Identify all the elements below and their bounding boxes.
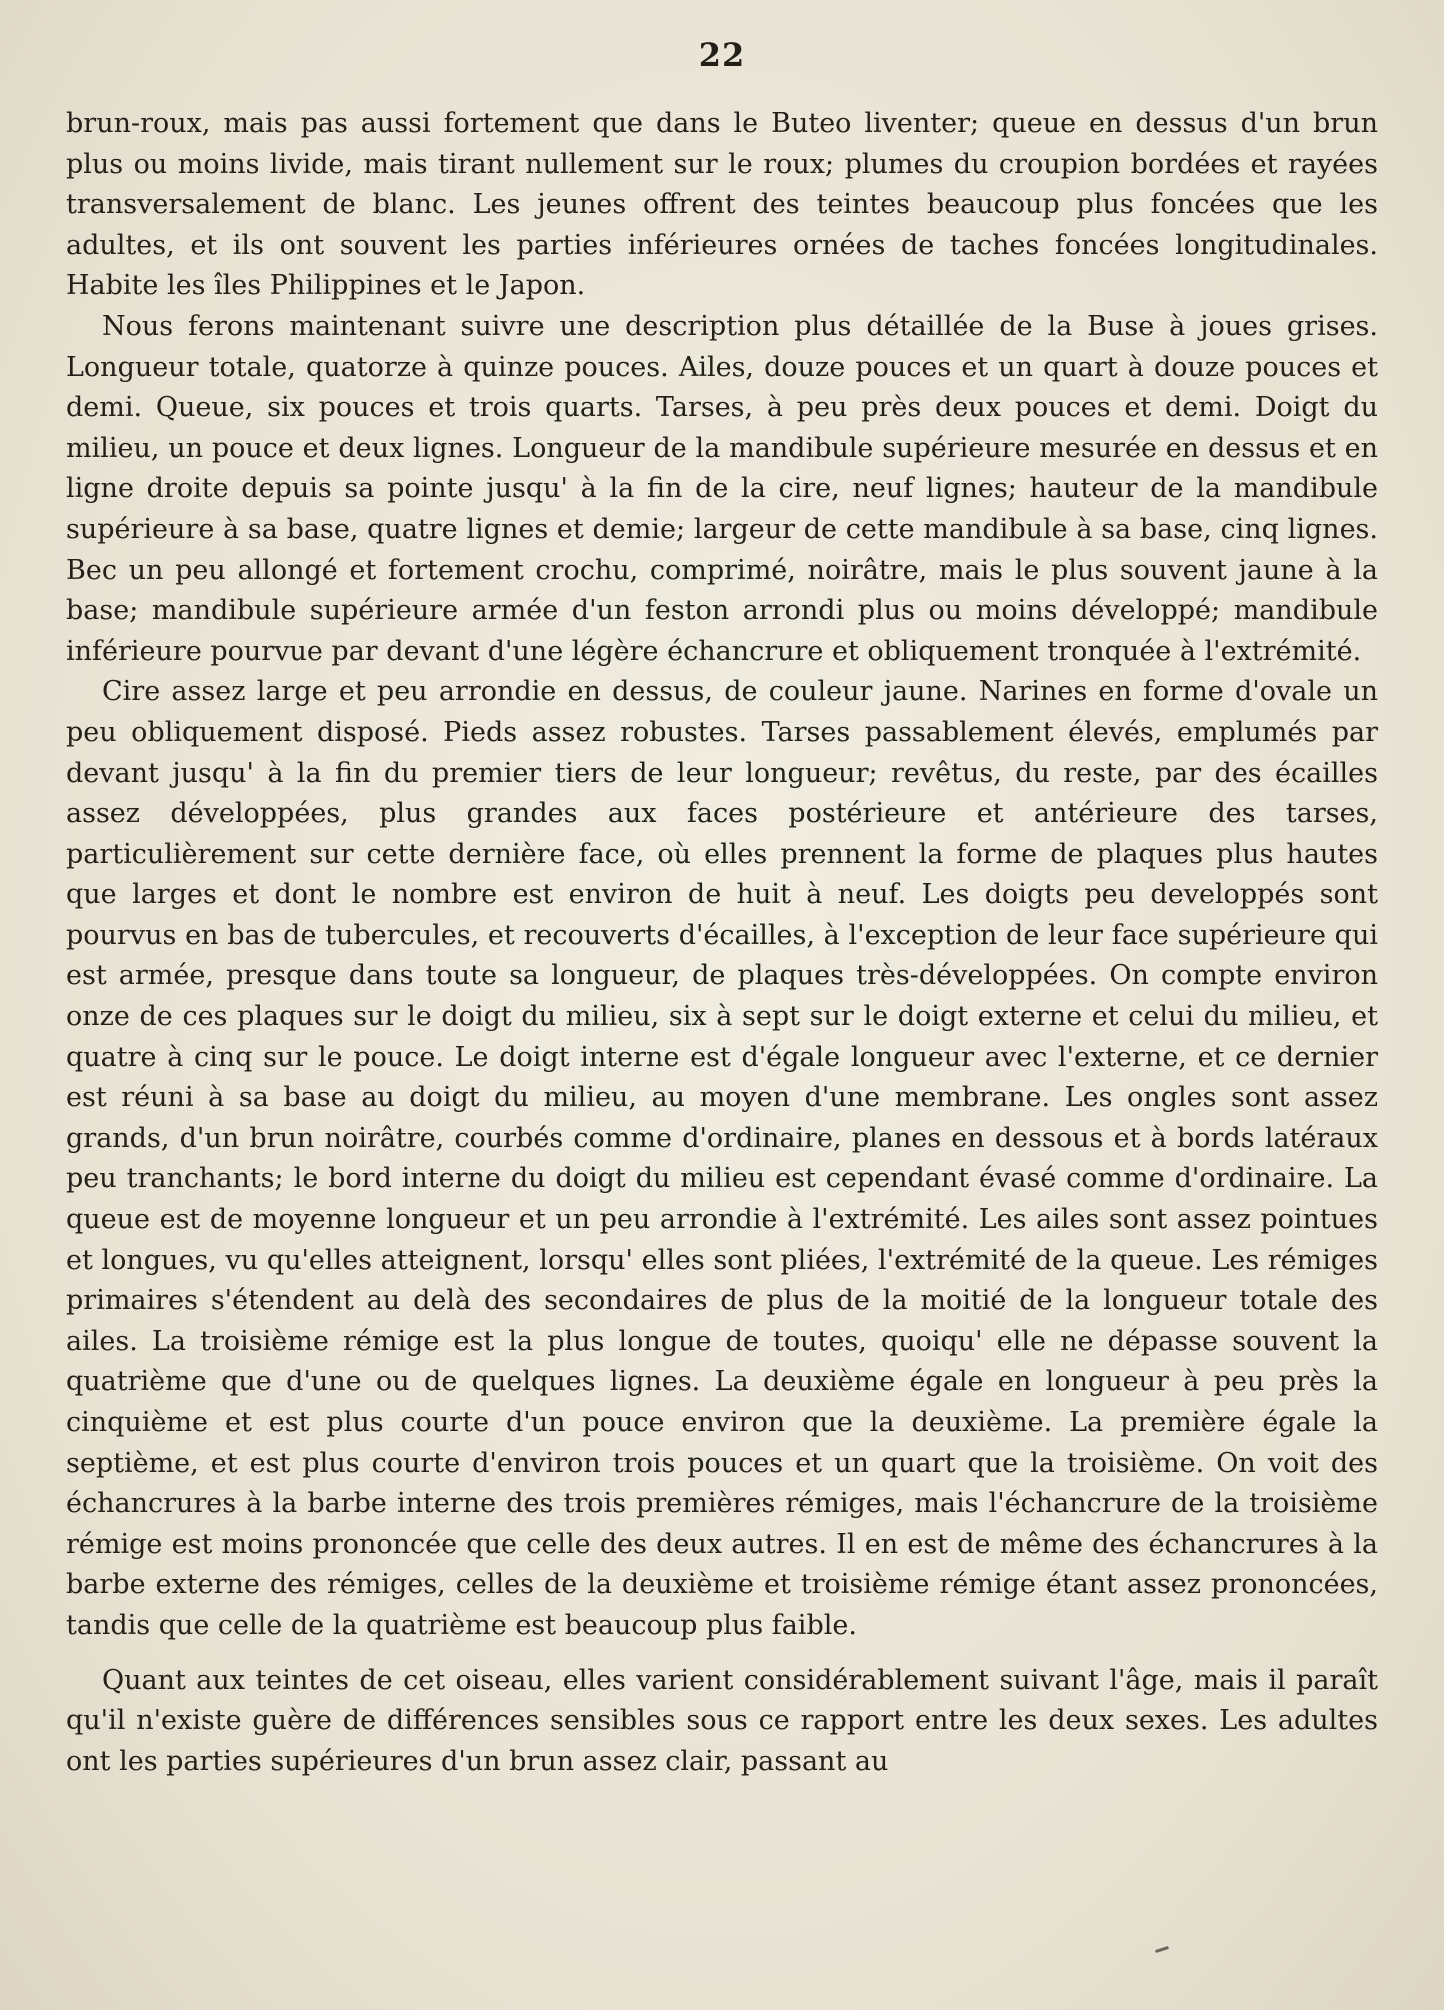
page-body bbox=[66, 104, 1378, 1782]
paragraph-1: brun-roux, mais pas aussi fortement que dans le Buteo liventer; queue en dessus d'un brun plus ou moins livide, mais tirant nullement sur le roux; plumes du croupion bordées et rayées transversalement de blanc. Les jeunes offrent des teintes beaucoup plus foncées que les adultes, et ils ont souvent les parties inférieures ornées de taches foncées longitudinales. Habite les îles Philippines et le Japon. bbox=[66, 108, 1378, 302]
paragraph-4: Quant aux teintes de cet oiseau, elles varient considérablement suivant l'âge, mais il paraît qu'il n'existe guère de différences sensibles sous ce rapport entre les deux sexes. Les adultes ont les parties supérieures d'un brun assez clair, passant au bbox=[66, 1664, 1378, 1777]
page-number: 22 bbox=[698, 36, 746, 74]
paragraph-2: Nous ferons maintenant suivre une description plus détaillée de la Buse à joues grises. Longueur totale, quatorze à quinze pouces. Ailes, douze pouces et un quart à douze pouces et demi. Queue, six pouces et trois quarts. Tarses, à peu près deux pouces et demi. Doigt du milieu, un pouce et deux lignes. Longueur de la mandibule supérieure mesurée en dessus et en ligne droite depuis sa pointe jusqu' à la fin de la cire, neuf lignes; hauteur de la mandibule supérieure à sa base, quatre lignes et demie; largeur de cette mandibule à sa base, cinq lignes. Bec un peu allongé et fortement crochu, comprimé, noirâtre, mais le plus souvent jaune à la base; mandibule supérieure armée d'un feston arrondi plus ou moins développé; mandibule inférieure pourvue par devant d'une légère échancrure et obliquement tronquée à l'extrémité. bbox=[66, 310, 1378, 667]
ink-mark bbox=[1155, 1946, 1169, 1953]
paragraph-3: Cire assez large et peu arrondie en dessus, de couleur jaune. Narines en forme d'ovale un peu obliquement disposé. Pieds assez robustes. Tarses passablement élevés, emplumés par devant jusqu' à la fin du premier tiers de leur longueur; revêtus, du reste, par des écailles assez développées, plus grandes aux faces postérieure et antérieure des tarses, particulièrement sur cette dernière face, où elles prennent la forme de plaques plus hautes que larges et dont le nombre est environ de huit à neuf. Les doigts peu developpés sont pourvus en bas de tubercules, et recouverts d'écailles, à l'exception de leur face supérieure qui est armée, presque dans toute sa longueur, de plaques très-développées. On compte environ onze de ces plaques sur le doigt du milieu, six à sept sur le doigt externe et celui du milieu, et quatre à cinq sur le pouce. Le doigt interne est d'égale longueur avec l'externe, et ce dernier est réuni à sa base au doigt du milieu, au moyen d'une membrane. Les ongles sont assez grands, d'un brun noirâtre, courbés comme d'ordinaire, planes en dessous et à bords latéraux peu tranchants; le bord interne du doigt du milieu est cependant évasé comme d'ordinaire. La queue est de moyenne longueur et un peu arrondie à l'extrémité. Les ailes sont assez pointues et longues, vu qu'elles atteignent, lorsqu' elles sont pliées, l'extrémité de la queue. Les rémiges primaires s'étendent au delà des secondaires de plus de la moitié de la longueur totale des ailes. La troisième rémige est la plus longue de toutes, quoiqu' elle ne dépasse souvent la quatrième que d'une ou de quelques lignes. La deuxième égale en longueur à peu près la cinquième et est plus courte d'un pouce environ que la deuxième. La première égale la septième, et est plus courte d'environ trois pouces et un quart que la troisième. On voit des échancrures à la barbe interne des trois premières rémiges, mais l'échancrure de la troisième rémige est moins prononcée que celle des deux autres. Il en est de même des échancrures à la barbe externe des rémiges, celles de la deuxième et troisième rémige étant assez prononcées, tandis que celle de la quatrième est beaucoup plus faible. bbox=[66, 676, 1378, 1641]
